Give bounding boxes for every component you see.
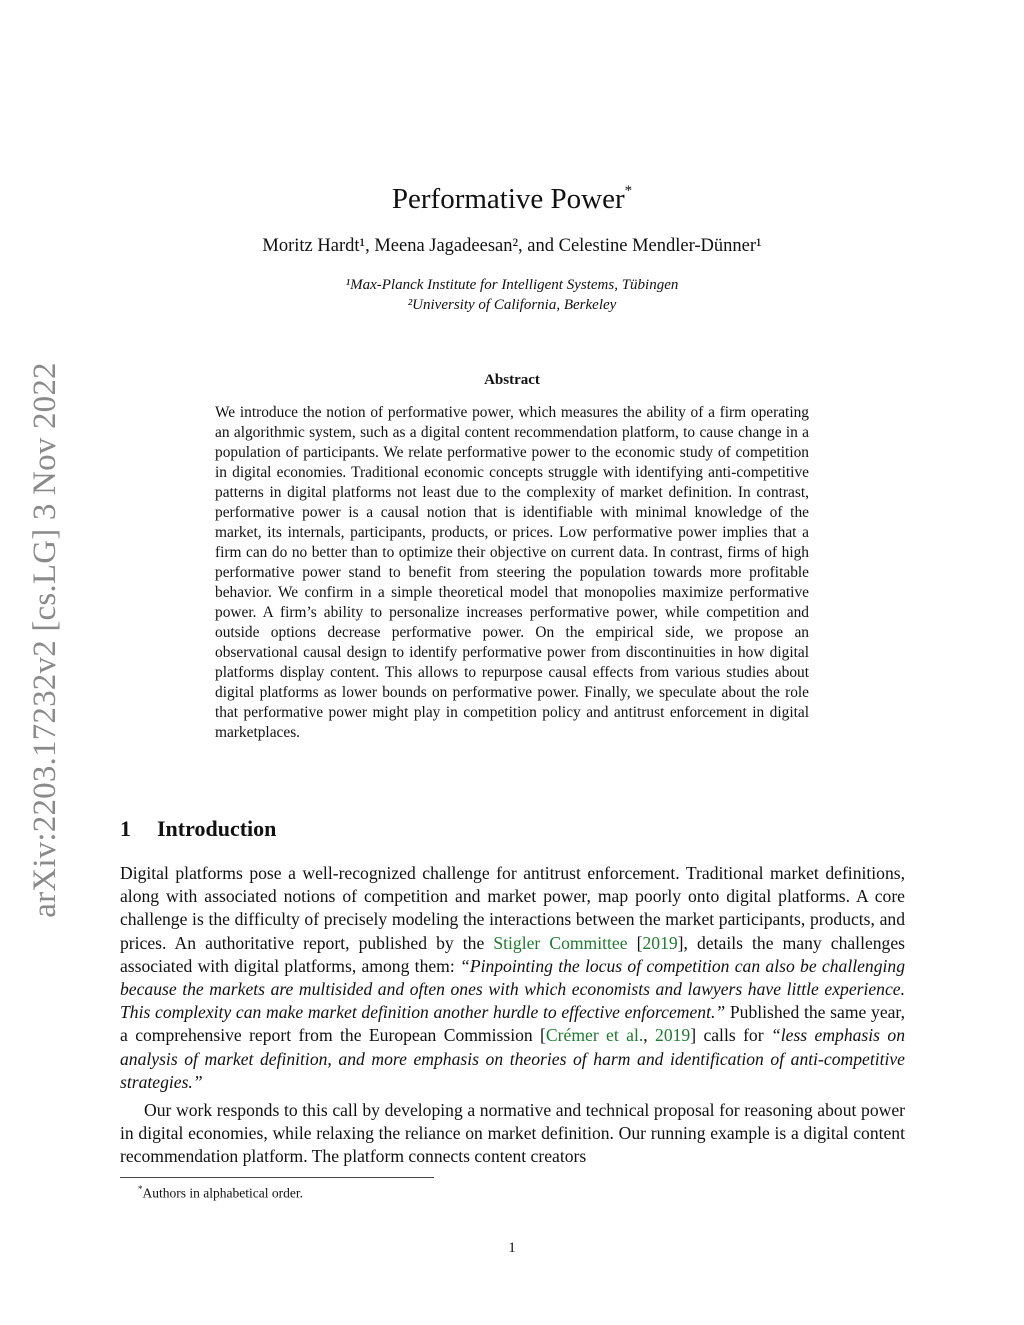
citation-link-stigler[interactable]: Stigler Committee: [493, 932, 628, 953]
bracket-open: [: [627, 932, 643, 953]
paper-title-text: Performative Power: [391, 183, 625, 215]
citation-year-link-stigler[interactable]: 2019: [642, 932, 678, 953]
citation-comma: ,: [643, 1025, 656, 1046]
abstract-heading: Abstract: [484, 372, 540, 388]
section-title: Introduction: [157, 816, 277, 841]
intro-text-1: Digital platforms pose a well-recognized challenge for antitrust enforcement. Traditional market definitions, along with associated notions of competition and market power, map poorly onto digital platforms. A core challenge is the difficulty of precisely modeling the interactions between the market participants, products, and prices. An authoritative report, published by the: [120, 863, 905, 953]
footnote: [138, 1184, 303, 1202]
footnote-mark: *: [138, 1184, 143, 1194]
title-footnote-mark: *: [624, 183, 633, 199]
intro-text-4: ] calls for: [690, 1025, 771, 1046]
arxiv-identifier-stamp: arXiv:2203.17232v2 [cs.LG] 3 Nov 2022: [27, 362, 63, 918]
quote-stigler: “Pinpointing the locus of competition can also be challenging because the markets are multisided and often ones with which economists and lawyers have little experience. This complexity can make market definition another hurdle to effective enforcement.”: [120, 955, 905, 1023]
section-heading-introduction: [120, 816, 276, 842]
intro-text-2: ], details the many challenges associated with digital platforms, among them:: [120, 932, 906, 976]
footnote-text: Authors in alphabetical order.: [142, 1185, 303, 1201]
author-list: Moritz Hardt¹, Meena Jagadeesan², and Celestine Mendler-Dünner¹: [262, 236, 762, 256]
intro-text-3: Published the same year, a comprehensive report from the European Commission [: [120, 1002, 905, 1046]
citation-link-cremer[interactable]: Crémer et al.: [545, 1025, 644, 1046]
intro-paragraph-2: Our work responds to this call by developing a normative and technical proposal for reasoning about power in digital economies, while relaxing the reliance on market definition. Our running example is a digital content recommendation platform. The platform connects content creators: [120, 1100, 905, 1167]
affiliation-2: ²University of California, Berkeley: [407, 297, 617, 313]
paper-title: [0, 183, 1024, 216]
citation-year-link-cremer[interactable]: 2019: [655, 1025, 691, 1046]
abstract-text: We introduce the notion of performative power, which measures the ability of a firm operating an algorithmic system, such as a digital content recommendation platform, to cause change in a population of participants. We relate performative power to the economic study of competition in digital economies. Traditional economic concepts struggle with identifying anti-competitive patterns in digital platforms not least due to the complexity of market definition. In contrast, performative power is a causal notion that is identifiable with minimal knowledge of the market, its internals, participants, products, or prices. Low performative power implies that a firm can do no better than to optimize their objective on current data. In contrast, firms of high performative power stand to benefit from steering the population towards more profitable behavior. We confirm in a simple theoretical model that monopolies maximize performative power. A firm’s ability to personalize increases performative power, while competition and outside options decrease performative power. On the empirical side, we propose an observational causal design to identify performative power from discontinuities in how digital platforms display content. This allows to repurpose causal effects from various studies about digital platforms as lower bounds on performative power. Finally, we speculate about the role that performative power might play in competition policy and antitrust enforcement in digital marketplaces.: [215, 404, 809, 741]
section-number: 1: [120, 816, 131, 841]
footnote-divider: [120, 1177, 434, 1178]
page-number: 1: [508, 1240, 516, 1256]
affiliation-1: ¹Max-Planck Institute for Intelligent Systems, Tübingen: [345, 277, 679, 293]
quote-european-commission: “less emphasis on analysis of market definition, and more emphasis on theories of harm and identification of anti-competitive strategies.”: [120, 1025, 905, 1092]
intro-paragraph-1: [120, 862, 905, 1094]
